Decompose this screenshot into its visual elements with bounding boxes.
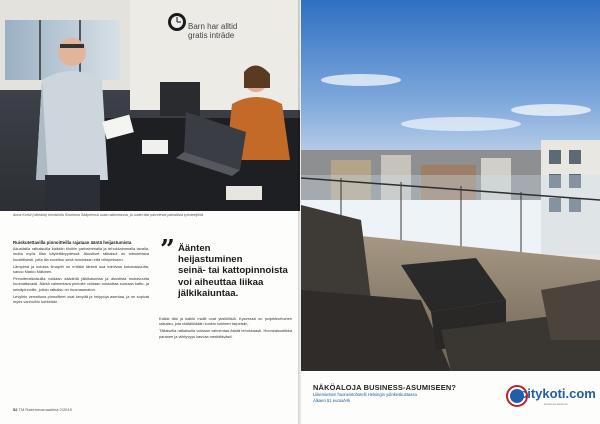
ad-heading: NÄKÖALOJA BUSINESS-ASUMISEEN? xyxy=(313,383,457,392)
pull-quote xyxy=(160,235,292,299)
reception-scene xyxy=(0,0,300,211)
logo-text: citykoti.com xyxy=(520,386,596,401)
article-column-1 xyxy=(13,240,149,306)
quote-mark: ” xyxy=(160,235,175,265)
article-column-2 xyxy=(159,316,292,341)
page-gutter xyxy=(298,0,302,424)
terrace-photo xyxy=(301,0,600,371)
page-footer xyxy=(13,407,72,412)
reception-photo xyxy=(0,0,300,211)
ad-text xyxy=(313,383,513,403)
article-paragraph: Pinnoiteratkaisuilla voidaan säädellä jälkikaiuntaa ja akustista mukavuutta huomattavasti. Ääntä vaimentava pinnoite voidaan ruiskuttaa suoraan katto- ja seinäpinnoille, jolloin ratkaisu on huomaamaton. xyxy=(13,276,149,292)
photo-caption: Anna Korkii (oikealla) toimistolla Ravintola Sääpelinsä aulan alakertassa, ja uudet tilat palvelevat paikallisia työntekijöitä. xyxy=(13,213,204,217)
article-paragraph: Kaikki tilat ja kaikki mallit ovat yksilöllisiä. Kyseessä on projektivetoinen ratkaisu, jota räätälöidään kunkin kohteen tarpeisiin. xyxy=(159,316,292,327)
article-paragraph: Tällaisella ratkaisulla voidaan vaimentaa ääntä tehokkaasti. Huoneakustiikka paranee ja viihtyvyys kasvaa merkittävästi. xyxy=(159,328,292,339)
page-number: 52 xyxy=(13,407,18,412)
article-paragraph: Lämpimä ja kotoisa ilmapiiri on erittäin tärkeä osa toimivaa kokonaisuutta, sanoo Marko Mäkinen. xyxy=(13,263,149,275)
pull-quote-text: Äänten heijastuminen seinä- tai kattopinnoista voi aiheuttaa liikaa jälkikaiuntaa. xyxy=(178,243,288,299)
article-paragraph: Akustisilla ratkaisuilla kaikkiin tiloihin parhaimmalla ja tehokkaimmalla tavalla, mutta myös tilan käytettävyydessä. Akustiset ratkaisut on toteutettava huolellisesti, jotta tila soveltuu sekä toimintaan että viihtymiseen. xyxy=(13,246,149,262)
article-paragraph: Levyihin verrattuna pinnoitteet ovat kevyitä ja helppoja asentaa, ja ne sopivat myös vanhoihin kohteisiin. xyxy=(13,293,149,305)
wall-sign-text: Barn har alltid gratis inträde xyxy=(188,22,238,40)
logo-subtext: business-asunnot xyxy=(544,402,568,406)
citykoti-logo[interactable] xyxy=(506,384,596,410)
section-heading: Ruiskutettavilla pinnoitteilla rajataan ääntä heijastumista xyxy=(13,240,132,245)
ad-line-2: Alkaen 51 euroa/vrk xyxy=(313,397,351,403)
terrace-scene xyxy=(301,0,600,371)
ad-line-1: Liikemiesten huoneistohotelli Helsingin ydinkeskustassa xyxy=(313,392,417,397)
magazine-name: TM Rakennusmaailma 2/2019 xyxy=(18,407,72,412)
